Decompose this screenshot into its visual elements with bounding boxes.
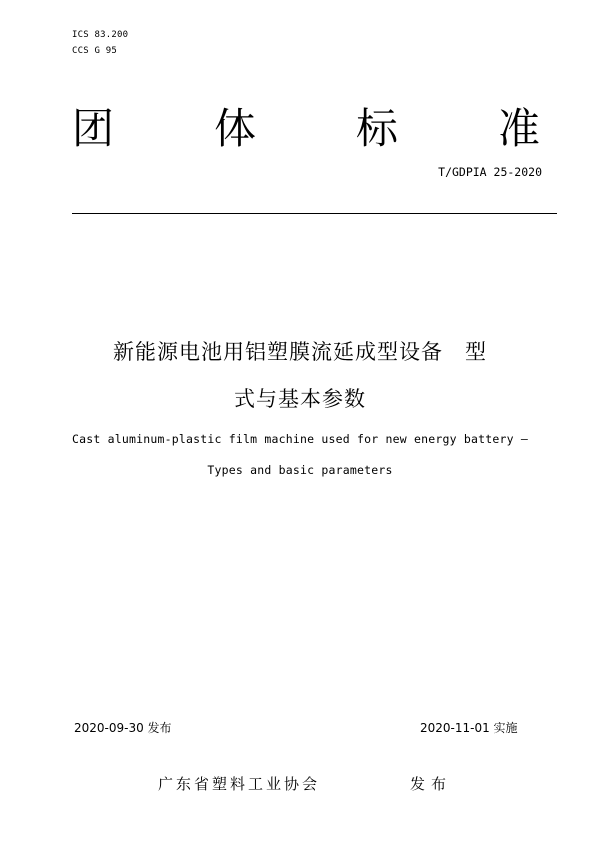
standard-type-heading <box>72 96 540 156</box>
standard-code: T/GDPIA 25-2020 <box>438 165 542 179</box>
implementation-date: 2020-11-01 实施 <box>420 721 518 735</box>
header-divider <box>72 213 557 214</box>
publish-label: 发布 <box>410 775 453 793</box>
chinese-title-line-2: 式与基本参数 <box>234 387 366 411</box>
standard-type-char: 准 <box>497 104 540 153</box>
chinese-title-line-1: 新能源电池用铝塑膜流延成型设备 型 <box>113 340 487 364</box>
english-title-line-2: Types and basic parameters <box>207 463 393 477</box>
standard-type-char: 体 <box>213 104 256 153</box>
standard-type-char: 团 <box>72 104 115 153</box>
ccs-code: CCS G 95 <box>72 46 117 56</box>
ics-code: ICS 83.200 <box>72 30 129 40</box>
standard-type-char: 标 <box>355 104 398 153</box>
issue-date: 2020-09-30 发布 <box>74 721 172 735</box>
english-title-line-1: Cast aluminum-plastic film machine used for new energy battery — <box>72 432 528 446</box>
publisher-name: 广东省塑料工业协会 <box>158 775 321 793</box>
